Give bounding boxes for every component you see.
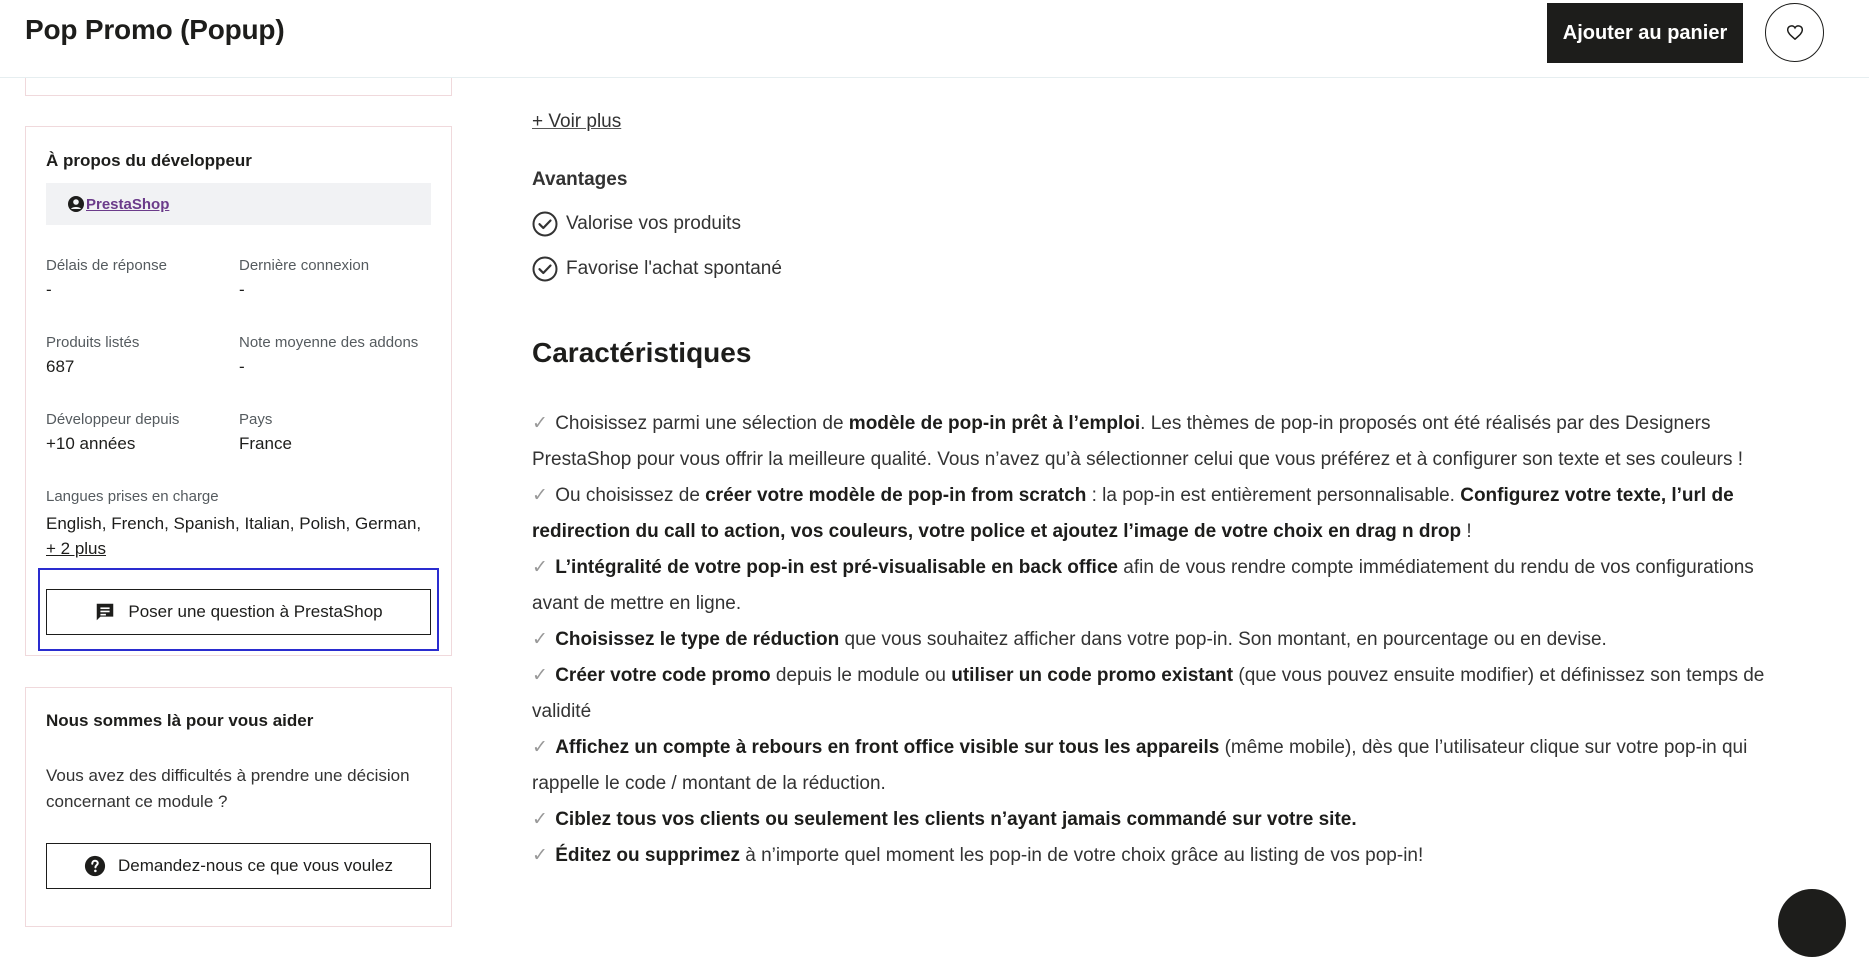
ask-anything-button[interactable] — [46, 843, 431, 889]
languages-more-link[interactable]: + 2 plus — [46, 539, 107, 558]
developer-link[interactable]: PrestaShop — [86, 195, 170, 213]
chat-widget-button[interactable] — [1778, 889, 1846, 957]
features-list — [532, 406, 1772, 874]
help-text: Vous avez des difficultés à prendre une décision concernant ce module ? — [46, 766, 410, 811]
feature-item: ✓ L’intégralité de votre pop-in est pré-visualisable en back office afin de vous rendre compte immédiatement du rendu de vos configurations avant de mettre en ligne. — [532, 557, 1754, 614]
stat-value: - — [46, 280, 52, 299]
top-bar — [0, 0, 1869, 78]
wishlist-button[interactable] — [1765, 3, 1824, 62]
check-icon: ✓ — [532, 665, 548, 686]
advantage-item — [532, 256, 782, 282]
stat-label: Pays — [239, 411, 273, 428]
advantage-text: Favorise l'achat spontané — [566, 258, 782, 279]
check-icon: ✓ — [532, 413, 548, 434]
help-card — [25, 687, 452, 927]
check-circle-icon — [532, 256, 558, 282]
feature-item: ✓ Créer votre code promo depuis le module ou utiliser un code promo existant (que vous pouvez ensuite modifier) et définissez son temps de validité — [532, 665, 1765, 722]
stat-label: Produits listés — [46, 334, 140, 351]
check-circle-icon — [532, 211, 558, 237]
previous-card — [25, 78, 452, 96]
check-icon: ✓ — [532, 629, 548, 650]
languages-list — [46, 511, 436, 561]
help-card-title: Nous sommes là pour vous aider — [46, 711, 314, 730]
stat-value: 687 — [46, 357, 75, 376]
feature-item: ✓ Choisissez le type de réduction que vous souhaitez afficher dans votre pop-in. Son montant, en pourcentage ou en devise. — [532, 629, 1607, 650]
stat-value: - — [239, 357, 245, 376]
stat-label: Développeur depuis — [46, 411, 180, 428]
see-more-link[interactable]: + Voir plus — [532, 111, 622, 132]
stat-value: - — [239, 280, 245, 299]
stat-label: Dernière connexion — [239, 257, 370, 274]
feature-item: ✓ Éditez ou supprimez à n’importe quel moment les pop-in de votre choix grâce au listing de vos pop-in! — [532, 845, 1424, 866]
stat-label: Note moyenne des addons — [239, 334, 419, 351]
user-avatar-icon — [68, 196, 84, 212]
check-icon: ✓ — [532, 845, 548, 866]
ask-question-label: Poser une question à PrestaShop — [128, 602, 383, 621]
feature-item: ✓ Choisissez parmi une sélection de modèle de pop-in prêt à l’emploi. Les thèmes de pop-in proposés ont été réalisés par des Designers PrestaShop pour vous offrir la meilleure qualité. Vous n’avez qu’à sélectionner celui que vous préférez et à configurer son texte et ses couleurs ! — [532, 413, 1744, 470]
check-icon: ✓ — [532, 557, 548, 578]
advantages-title: Avantages — [532, 169, 628, 190]
page-title: Pop Promo (Popup) — [25, 14, 285, 45]
languages-label: Langues prises en charge — [46, 488, 219, 505]
developer-card-title: À propos du développeur — [46, 151, 252, 170]
check-icon: ✓ — [532, 737, 548, 758]
check-icon: ✓ — [532, 809, 548, 830]
check-icon: ✓ — [532, 485, 548, 506]
feature-item: ✓ Ciblez tous vos clients ou seulement les clients n’ayant jamais commandé sur votre site. — [532, 809, 1357, 830]
advantage-item — [532, 211, 741, 237]
ask-anything-label: Demandez-nous ce que vous voulez — [118, 856, 393, 875]
languages-text: English, French, Spanish, Italian, Polish, German, — [46, 514, 422, 533]
question-icon — [84, 855, 106, 877]
stat-value: France — [239, 434, 292, 453]
heart-icon — [1787, 25, 1803, 40]
feature-item: ✓ Ou choisissez de créer votre modèle de pop-in from scratch : la pop-in est entièrement personnalisable. Configurez votre texte, l’url de redirection du call to action, vos couleurs, votre police et ajoutez l’image de votre choix en drag n drop ! — [532, 485, 1734, 542]
stat-label: Délais de réponse — [46, 257, 167, 274]
feature-item: ✓ Affichez un compte à rebours en front office visible sur tous les appareils (même mobile), dès que l’utilisateur clique sur votre pop-in qui rappelle le code / montant de la réduction. — [532, 737, 1748, 794]
developer-row — [46, 183, 431, 225]
focus-highlight — [38, 568, 439, 651]
add-to-cart-button[interactable]: Ajouter au panier — [1547, 3, 1743, 63]
features-title: Caractéristiques — [532, 337, 752, 368]
advantage-text: Valorise vos produits — [566, 213, 741, 234]
stat-value: +10 années — [46, 434, 136, 453]
